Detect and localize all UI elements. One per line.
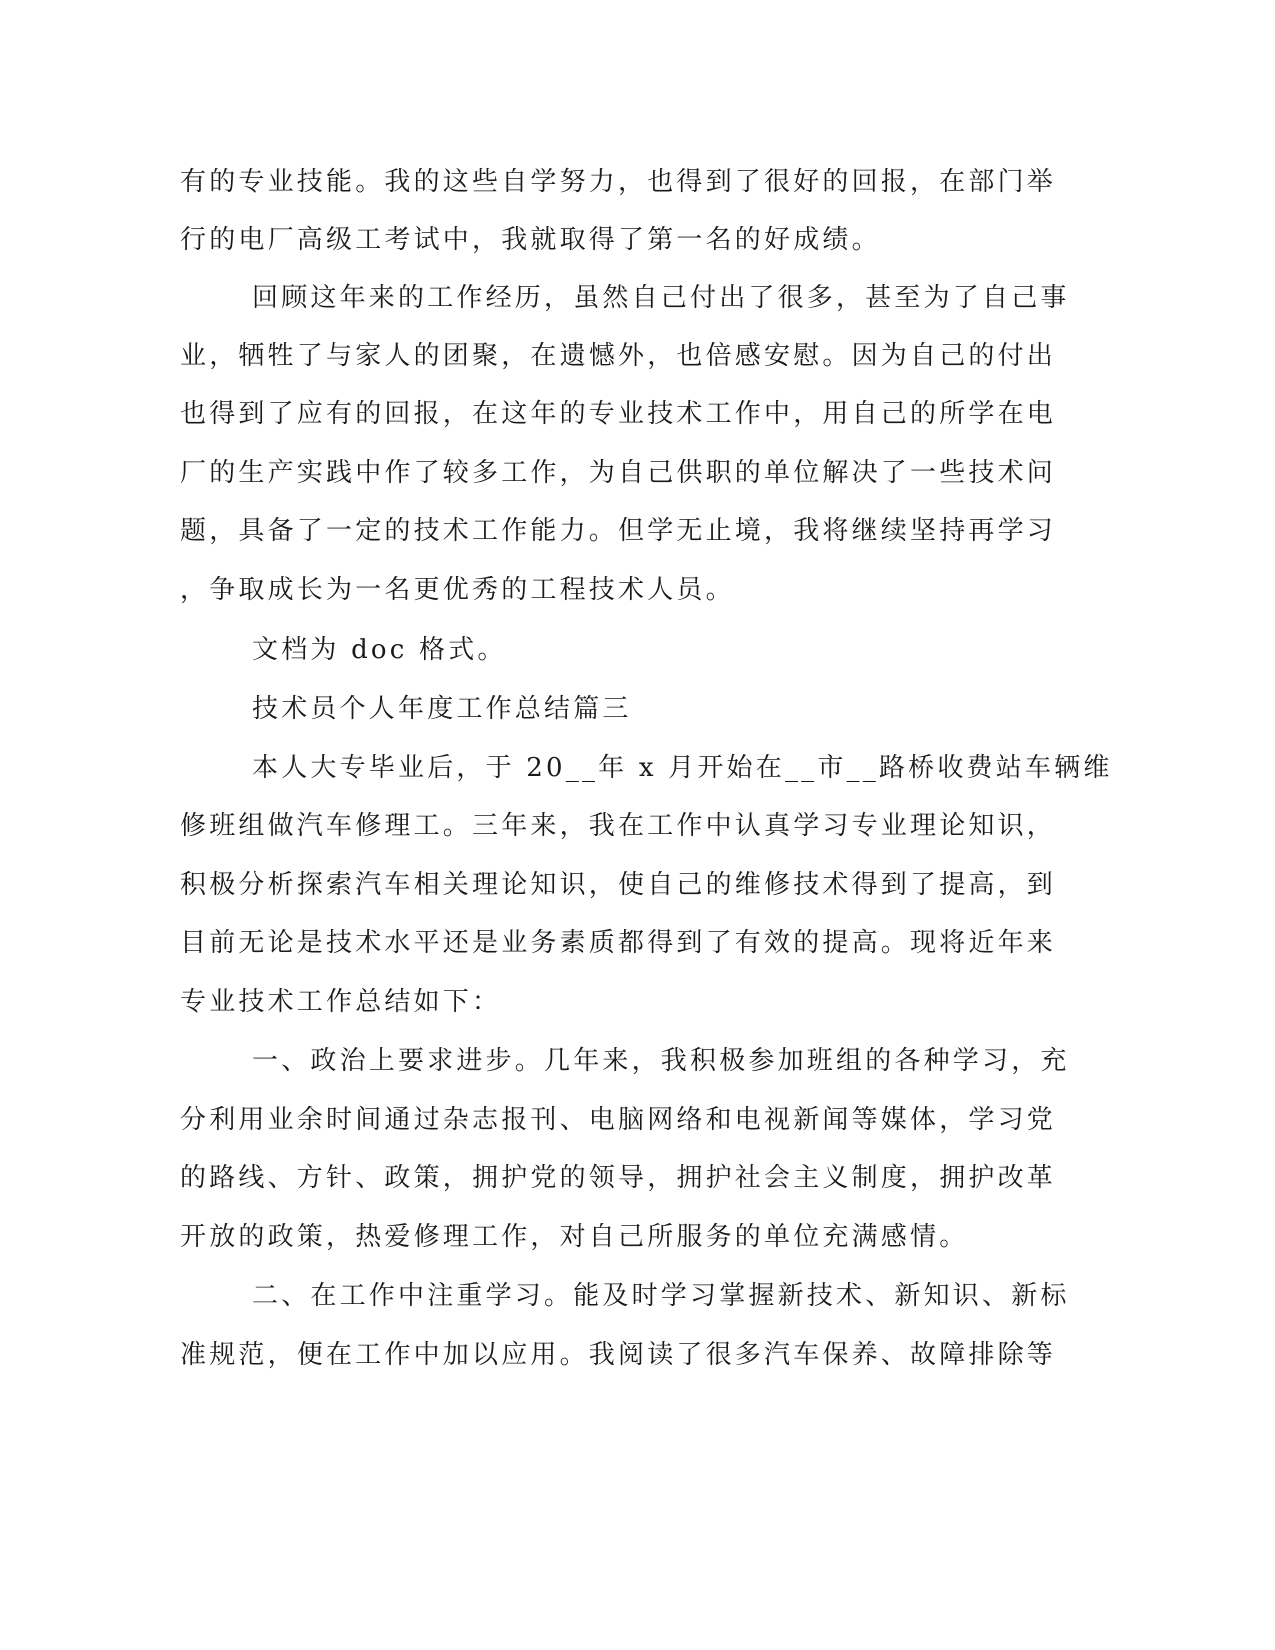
text-line-15: 专业技术工作总结如下： (180, 987, 502, 1017)
text-line-2: 行的电厂高级工考试中，我就取得了第一名的好成绩。 (180, 225, 881, 255)
text-line-6: 厂的生产实践中作了较多工作，为自己供职的单位解决了一些技术问 (180, 458, 1057, 488)
text-line-1: 有的专业技能。我的这些自学努力，也得到了很好的回报，在部门举 (180, 167, 1057, 197)
text-line-7: 题，具备了一定的技术工作能力。但学无止境，我将继续坚持再学习 (180, 516, 1057, 546)
text-line-8: ，争取成长为一名更优秀的工程技术人员。 (180, 575, 735, 605)
text-line-11: 本人大专毕业后，于 20__年 x 月开始在__市__路桥收费站车辆维 (252, 753, 1113, 783)
text-line-17: 分利用业余时间通过杂志报刊、电脑网络和电视新闻等媒体，学习党 (180, 1105, 1057, 1135)
text-line-5: 也得到了应有的回报，在这年的专业技术工作中，用自己的所学在电 (180, 399, 1057, 429)
text-line-3: 回顾这年来的工作经历，虽然自己付出了很多，甚至为了自己事 (252, 283, 1070, 313)
text-line-16: 一、政治上要求进步。几年来，我积极参加班组的各种学习，充 (252, 1046, 1070, 1076)
text-line-13: 积极分析探索汽车相关理论知识，使自己的维修技术得到了提高，到 (180, 870, 1057, 900)
text-line-21: 准规范，便在工作中加以应用。我阅读了很多汽车保养、故障排除等 (180, 1340, 1057, 1370)
text-line-20: 二、在工作中注重学习。能及时学习掌握新技术、新知识、新标 (252, 1281, 1070, 1311)
text-line-18: 的路线、方针、政策，拥护党的领导，拥护社会主义制度，拥护改革 (180, 1163, 1057, 1193)
text-line-12: 修班组做汽车修理工。三年来，我在工作中认真学习专业理论知识， (180, 811, 1057, 841)
text-line-14: 目前无论是技术水平还是业务素质都得到了有效的提高。现将近年来 (180, 928, 1057, 958)
text-line-9: 文档为 doc 格式。 (252, 635, 507, 665)
section-heading: 技术员个人年度工作总结篇三 (252, 694, 632, 724)
text-line-4: 业，牺牲了与家人的团聚，在遗憾外，也倍感安慰。因为自己的付出 (180, 341, 1057, 371)
text-line-19: 开放的政策，热爱修理工作，对自己所服务的单位充满感情。 (180, 1222, 969, 1252)
